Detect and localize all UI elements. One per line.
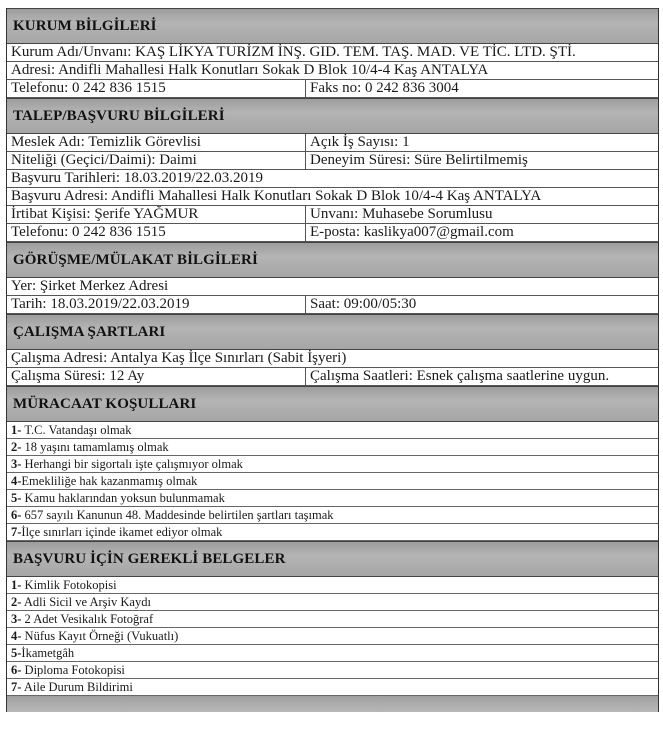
row-yer [7, 278, 658, 296]
list-item [7, 473, 658, 490]
section-header-belgeler: BAŞVURU İÇİN GEREKLİ BELGELER [7, 541, 658, 577]
list-item [7, 422, 658, 439]
item-number: 1- [11, 578, 22, 592]
meslek: Meslek Adı: Temizlik Görevlisi [7, 134, 306, 151]
talep-email: E-posta: kaslikya007@gmail.com [310, 224, 514, 240]
list-item [7, 594, 658, 611]
kurum-name: Kurum Adı/Unvanı: KAŞ LİKYA TURİZM İNŞ. GID. TEM. TAŞ. MAD. VE TİC. LTD. ŞTİ. [11, 44, 576, 60]
item-number: 3- [11, 612, 22, 626]
calisma-adres: Çalışma Adresi: Antalya Kaş İlçe Sınırları (Sabit İşyeri) [11, 350, 347, 366]
item-text: Emekliliğe hak kazanmamış olmak [21, 474, 198, 488]
item-number: 5- [11, 491, 22, 505]
row-basvuru-adres [7, 188, 658, 206]
item-text: İkametgâh [21, 646, 75, 660]
list-item [7, 611, 658, 628]
list-item [7, 524, 658, 541]
section-header-calisma: ÇALIŞMA ŞARTLARI [7, 314, 658, 350]
list-item [7, 662, 658, 679]
item-text: Adli Sicil ve Arşiv Kaydı [21, 595, 151, 609]
item-number: 1- [11, 423, 22, 437]
section-header-gorusme: GÖRÜŞME/MÜLAKAT BİLGİLERİ [7, 242, 658, 278]
item-number: 4- [11, 629, 22, 643]
kurum-fax: Faks no: 0 242 836 3004 [310, 80, 459, 96]
row-calisma-sure [7, 368, 658, 386]
item-number: 6- [11, 508, 22, 522]
item-text: Nüfus Kayıt Örneği (Vukuatlı) [21, 629, 179, 643]
basvuru-tarihleri: Başvuru Tarihleri: 18.03.2019/22.03.2019 [11, 170, 263, 186]
calisma-sure: Çalışma Süresi: 12 Ay [7, 368, 306, 385]
kurum-address: Adresi: Andifli Mahallesi Halk Konutları Sokak D Blok 10/4-4 Kaş ANTALYA [11, 62, 489, 78]
item-number: 7- [11, 525, 22, 539]
item-text: İlçe sınırları içinde ikamet ediyor olmak [21, 525, 223, 539]
list-item [7, 490, 658, 507]
item-number: 7- [11, 680, 22, 694]
item-text: Aile Durum Bildirimi [21, 680, 133, 694]
row-talep-contact [7, 224, 658, 242]
row-tarihler [7, 170, 658, 188]
section-header-muracaat: MÜRACAAT KOŞULLARI [7, 386, 658, 422]
row-calisma-adres [7, 350, 658, 368]
section-header-kurum: KURUM BİLGİLERİ [7, 8, 658, 44]
belgeler-list [7, 577, 658, 696]
muracaat-list [7, 422, 658, 541]
row-irtibat [7, 206, 658, 224]
basvuru-adresi: Başvuru Adresi: Andifli Mahallesi Halk Konutları Sokak D Blok 10/4-4 Kaş ANTALYA [11, 188, 542, 204]
item-text: Diploma Fotokopisi [21, 663, 125, 677]
talep-phone: Telefonu: 0 242 836 1515 [7, 224, 306, 241]
gorusme-yer: Yer: Şirket Merkez Adresi [11, 278, 169, 294]
acik-is: Açık İş Sayısı: 1 [310, 134, 410, 150]
item-text: 18 yaşını tamamlamış olmak [21, 440, 169, 454]
list-item [7, 645, 658, 662]
item-text: 657 sayılı Kanunun 48. Maddesinde belirtilen şartları taşımak [21, 508, 334, 522]
kurum-phone: Telefonu: 0 242 836 1515 [7, 80, 306, 97]
item-text: Herhangi bir sigortalı işte çalışmıyor olmak [21, 457, 243, 471]
gorusme-saat: Saat: 09:00/05:30 [310, 296, 417, 312]
gorusme-tarih: Tarih: 18.03.2019/22.03.2019 [7, 296, 306, 313]
item-number: 3- [11, 457, 22, 471]
deneyim: Deneyim Süresi: Süre Belirtilmemiş [310, 152, 528, 168]
list-item [7, 628, 658, 645]
row-kurum-contact [7, 80, 658, 98]
list-item [7, 456, 658, 473]
row-kurum-address [7, 62, 658, 80]
item-number: 2- [11, 595, 22, 609]
list-item [7, 577, 658, 594]
row-kurum-name [7, 44, 658, 62]
item-text: T.C. Vatandaşı olmak [21, 423, 132, 437]
row-meslek [7, 134, 658, 152]
item-text: 2 Adet Vesikalık Fotoğraf [21, 612, 154, 626]
list-item [7, 439, 658, 456]
nitelik: Niteliği (Geçici/Daimi): Daimi [7, 152, 306, 169]
item-number: 2- [11, 440, 22, 454]
section-header-talep: TALEP/BAŞVURU BİLGİLERİ [7, 98, 658, 134]
item-text: Kimlik Fotokopisi [21, 578, 117, 592]
item-number: 4- [11, 474, 22, 488]
item-number: 5- [11, 646, 22, 660]
list-item [7, 507, 658, 524]
job-posting-form [6, 8, 659, 712]
calisma-saatleri: Çalışma Saatleri: Esnek çalışma saatlerine uygun. [310, 368, 610, 384]
unvan: Unvanı: Muhasebe Sorumlusu [310, 206, 493, 222]
list-item [7, 679, 658, 696]
row-nitelik [7, 152, 658, 170]
item-number: 6- [11, 663, 22, 677]
item-text: Kamu haklarından yoksun bulunmamak [21, 491, 225, 505]
irtibat-kisisi: İrtibat Kişisi: Şerife YAĞMUR [7, 206, 306, 223]
row-gorusme-tarih [7, 296, 658, 314]
footer-band [7, 696, 658, 712]
